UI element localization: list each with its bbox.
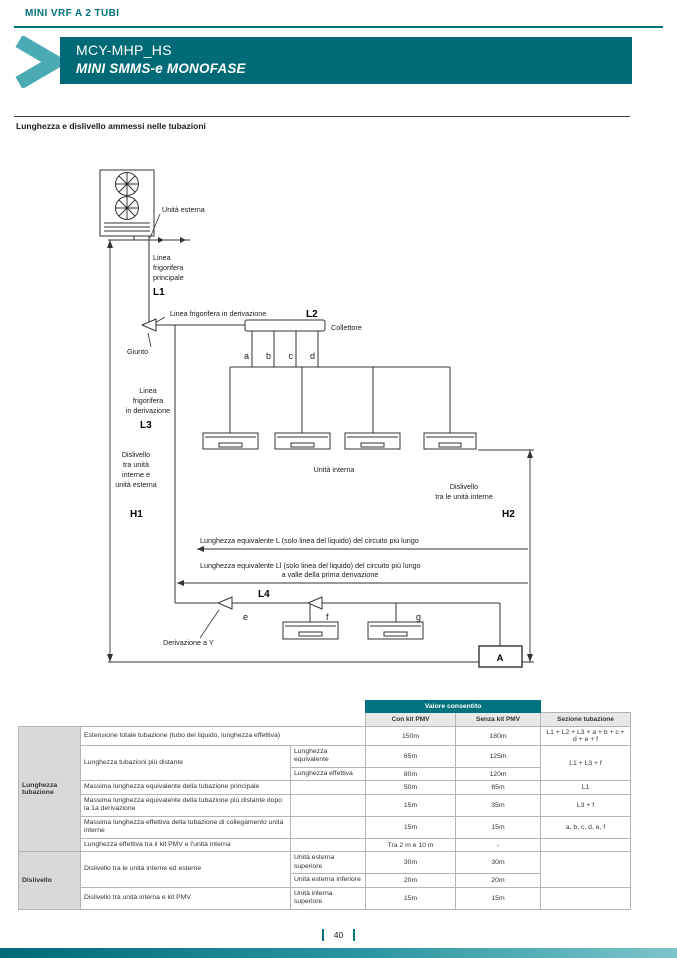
main-line-label-2: frigorifera [153, 263, 184, 272]
cell-senza-kit: 30m [456, 852, 541, 874]
table-row [19, 887, 631, 909]
cell-sezione [541, 887, 631, 909]
equivalent-length-l-label: Lunghezza equivalente L (solo linea del liquido) del circuito più lungo [200, 536, 419, 545]
table-row [19, 794, 631, 816]
cell-sub [291, 794, 366, 816]
cell-sezione: L3 + f [541, 794, 631, 816]
cell-desc: Dislivello tra unità interna e kit PMV [81, 887, 291, 909]
cell-senza-kit: - [456, 838, 541, 851]
footer-separator-left [322, 929, 324, 941]
branch-a-label: a [243, 351, 249, 361]
branch-c-label: c [288, 351, 293, 361]
valore-consentito-header: Valore consentito [366, 701, 541, 713]
outdoor-unit-graphic [100, 170, 154, 236]
main-line-label-1: Linea [153, 253, 171, 262]
main-line-label-3: principale [153, 273, 184, 282]
cell-sub: Unità interna superiore [291, 887, 366, 909]
cell-senza-kit: 120m [456, 767, 541, 780]
table-header-row-1 [19, 701, 631, 713]
cell-senza-kit: 15m [456, 816, 541, 838]
top-rule [14, 26, 663, 28]
cell-senza-kit: 180m [456, 727, 541, 746]
cell-con-kit: 20m [366, 874, 456, 887]
indoor-units-bottom [283, 622, 423, 639]
sezione-tubazione-header: Sezione tubazione [541, 713, 631, 727]
cell-sezione: L1 + L3 + f [541, 746, 631, 781]
cell-sub: Lunghezza equivalente [291, 746, 366, 768]
cell-senza-kit: 125m [456, 746, 541, 768]
l3-label: L3 [140, 420, 152, 431]
equivalent-length-ll-label-2: a valle della prima derivazione [281, 570, 379, 579]
bottom-accent-bar [0, 948, 677, 958]
senza-kit-pmv-header: Senza kit PMV [456, 713, 541, 727]
model-banner [60, 37, 632, 84]
cell-sub [291, 838, 366, 851]
outdoor-unit-label: Unità esterna [162, 205, 205, 214]
cell-sub [291, 781, 366, 794]
branch-line-top-label: Linea frigorifera in derivazione [170, 309, 267, 318]
cell-sezione: L1 + L2 + L3 + a + b + c + d + e + f [541, 727, 631, 746]
model-subtitle: MINI SMMS-e MONOFASE [76, 60, 246, 76]
branch-line-left-label-1: Linea [139, 386, 157, 395]
equivalent-length-ll-label-1: Lunghezza equivalente Ll (solo linea del liquido) del circuito più lungo [200, 561, 421, 570]
table-row [19, 746, 631, 768]
cell-sezione [541, 852, 631, 887]
cell-desc: Massima lunghezza equivalente della tubazione principale [81, 781, 291, 794]
cell-desc: Massima lunghezza equivalente della tubazione più distante dopo la 1a derivazione [81, 794, 291, 816]
l4-label: L4 [258, 589, 270, 600]
h1-text-2: tra unità [123, 460, 149, 469]
piping-diagram [0, 150, 677, 698]
cell-sub: Lunghezza effettiva [291, 767, 366, 780]
page-eyebrow: MINI VRF A 2 TUBI [25, 8, 120, 19]
cell-senza-kit: 20m [456, 874, 541, 887]
joint-label: Giunto [127, 347, 149, 356]
cell-desc: Estensione totale tubazione (tubo del liquido, lunghezza effettiva) [81, 727, 366, 746]
h2-text-1: Dislivello [449, 482, 479, 491]
cell-sub: Unità esterna superiore [291, 852, 366, 874]
table-row [19, 727, 631, 746]
cell-con-kit: 15m [366, 887, 456, 909]
header-spacer-right [541, 701, 631, 713]
limits-table [18, 700, 631, 910]
page-footer [0, 929, 677, 941]
branch-line-left-label-2: frigorifera [132, 396, 164, 405]
cell-senza-kit: 35m [456, 794, 541, 816]
cell-con-kit: 80m [366, 767, 456, 780]
branch-d-label: d [309, 351, 315, 361]
indoor-unit-label: Unità interna [313, 465, 355, 474]
cell-sezione: a, b, c, d, e, f [541, 816, 631, 838]
model-title: MCY-MHP_HS [76, 42, 172, 58]
cell-sub [291, 816, 366, 838]
cell-sezione [541, 838, 631, 851]
section-title: Lunghezza e dislivello ammessi nelle tubazioni [16, 121, 206, 131]
header-spacer-left [19, 701, 366, 713]
branch-g-label: g [416, 612, 422, 622]
cell-senza-kit: 65m [456, 781, 541, 794]
page-number: 40 [333, 930, 344, 940]
y-branch-label: Derivazione a Y [163, 638, 214, 647]
h2-label: H2 [502, 509, 515, 520]
cell-sezione: L1 [541, 781, 631, 794]
y-branch-symbol-1 [218, 597, 232, 609]
cell-con-kit: 15m [366, 816, 456, 838]
con-kit-pmv-header: Con kit PMV [366, 713, 456, 727]
table-row [19, 838, 631, 851]
cell-con-kit: 30m [366, 852, 456, 874]
table-row [19, 816, 631, 838]
h1-text-3: interne e [122, 470, 150, 479]
l1-label: L1 [153, 287, 165, 298]
cell-senza-kit: 15m [456, 887, 541, 909]
brand-chevron-icon [12, 36, 64, 93]
cell-desc: Lunghezza tubazioni più distante [81, 746, 291, 781]
table-header-row-2 [19, 713, 631, 727]
table-row [19, 781, 631, 794]
h2-text-2: tra le unità interne [435, 492, 493, 501]
section-rule [14, 116, 630, 117]
footer-separator-right [353, 929, 355, 941]
h1-label: H1 [130, 509, 143, 520]
indoor-units-top [203, 433, 476, 449]
cell-desc: Massima lunghezza effettiva della tubazione di collegamento unità interne [81, 816, 291, 838]
cell-desc: Dislivello tra le unità interne ed esterne [81, 852, 291, 887]
h1-text-1: Dislivello [121, 450, 151, 459]
h1-text-4: unità esterna [115, 480, 157, 489]
collector-symbol [245, 320, 325, 331]
branch-b-label: b [265, 351, 271, 361]
cell-con-kit: 50m [366, 781, 456, 794]
cell-con-kit: 65m [366, 746, 456, 768]
cell-sub: Unità esterna inferiore [291, 874, 366, 887]
branch-e-label: e [243, 612, 249, 622]
group-lunghezza-tubazione: Lunghezza tubazione [19, 727, 81, 852]
cell-con-kit: Tra 2 m e 10 m [366, 838, 456, 851]
group-dislivello: Dislivello [19, 852, 81, 909]
cell-con-kit: 150m [366, 727, 456, 746]
l2-label: L2 [306, 309, 318, 320]
unit-a-label: A [496, 653, 504, 664]
cell-con-kit: 15m [366, 794, 456, 816]
header-spacer-left-2 [19, 713, 366, 727]
branch-f-label: f [326, 612, 329, 622]
cell-desc: Lunghezza effettiva tra il kit PMV e l'unità interna [81, 838, 291, 851]
collector-label: Collettore [331, 323, 362, 332]
table-row [19, 852, 631, 874]
branch-line-left-label-3: in derivazione [125, 406, 171, 415]
